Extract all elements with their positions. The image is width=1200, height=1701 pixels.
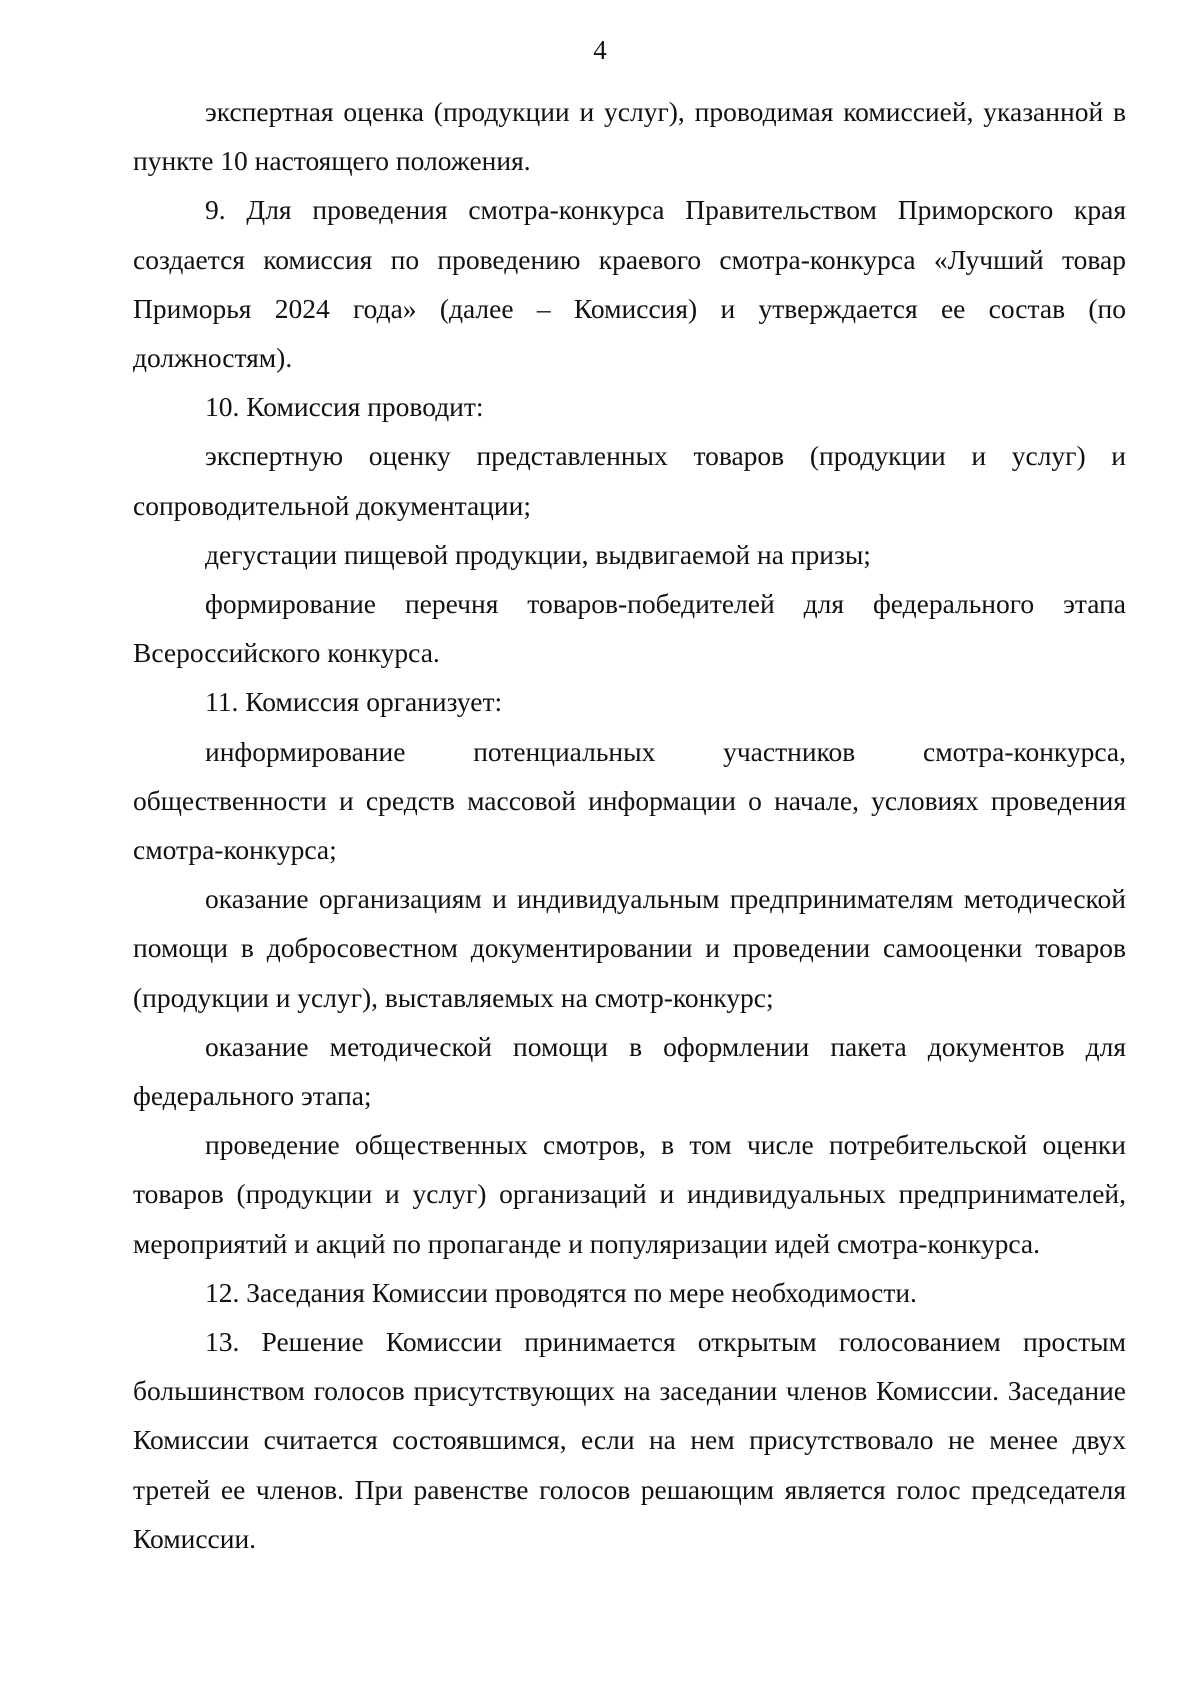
paragraph-item-10-tasting: дегустации пищевой продукции, выдвигаемой на призы; xyxy=(205,538,871,570)
paragraph-item-11-informing: информирование потенциальных участников смотра-конкурса, общественности и средств массовой информации о начале, условиях проведения смотра-конкурса; xyxy=(133,735,1126,866)
paragraph-item-11-public-reviews: проведение общественных смотров, в том числе потребительской оценки товаров (продукции и услуг) организаций и индивидуальных предпринимателей, мероприятий и акций по пропаганде и популяризации идей смотра-конкурса. xyxy=(133,1129,1126,1259)
paragraph-item-12: 12. Заседания Комиссии проводятся по мере необходимости. xyxy=(205,1276,917,1308)
paragraph-item-11-heading: 11. Комиссия организует: xyxy=(205,686,503,718)
paragraph-item-10-winners-list: формирование перечня товаров-победителей для федерального этапа Всероссийского конкурса. xyxy=(133,588,1126,669)
paragraph-item-10-heading: 10. Комиссия проводит: xyxy=(205,391,484,423)
paragraph-item-9: 9. Для проведения смотра-конкурса Правительством Приморского края создается комиссия по проведению краевого смотра-конкурса «Лучший товар Приморья 2024 года» (далее – Комиссия) и утверждается ее состав (по должностям). xyxy=(133,194,1126,374)
document-body xyxy=(133,87,1126,1563)
paragraph-item-11-methodical-help: оказание организациям и индивидуальным предпринимателям методической помощи в добросовестном документировании и проведении самооценки товаров (продукции и услуг), выставляемых на смотр-конкурс; xyxy=(133,883,1126,1013)
paragraph-item-10-expert-evaluation: экспертную оценку представленных товаров (продукции и услуг) и сопроводительной документации; xyxy=(133,440,1126,521)
paragraph-continuation: экспертная оценка (продукции и услуг), проводимая комиссией, указанной в пункте 10 настоящего положения. xyxy=(133,96,1126,177)
paragraph-item-11-document-package: оказание методической помощи в оформлении пакета документов для федерального этапа; xyxy=(133,1030,1126,1112)
page-number: 4 xyxy=(593,35,607,65)
paragraph-item-13: 13. Решение Комиссии принимается открытым голосованием простым большинством голосов присутствующих на заседании членов Комиссии. Заседание Комиссии считается состоявшимся, если на нем присутствовало не менее двух третей ее членов. При равенстве голосов решающим является голос председателя Комиссии. xyxy=(133,1326,1126,1554)
